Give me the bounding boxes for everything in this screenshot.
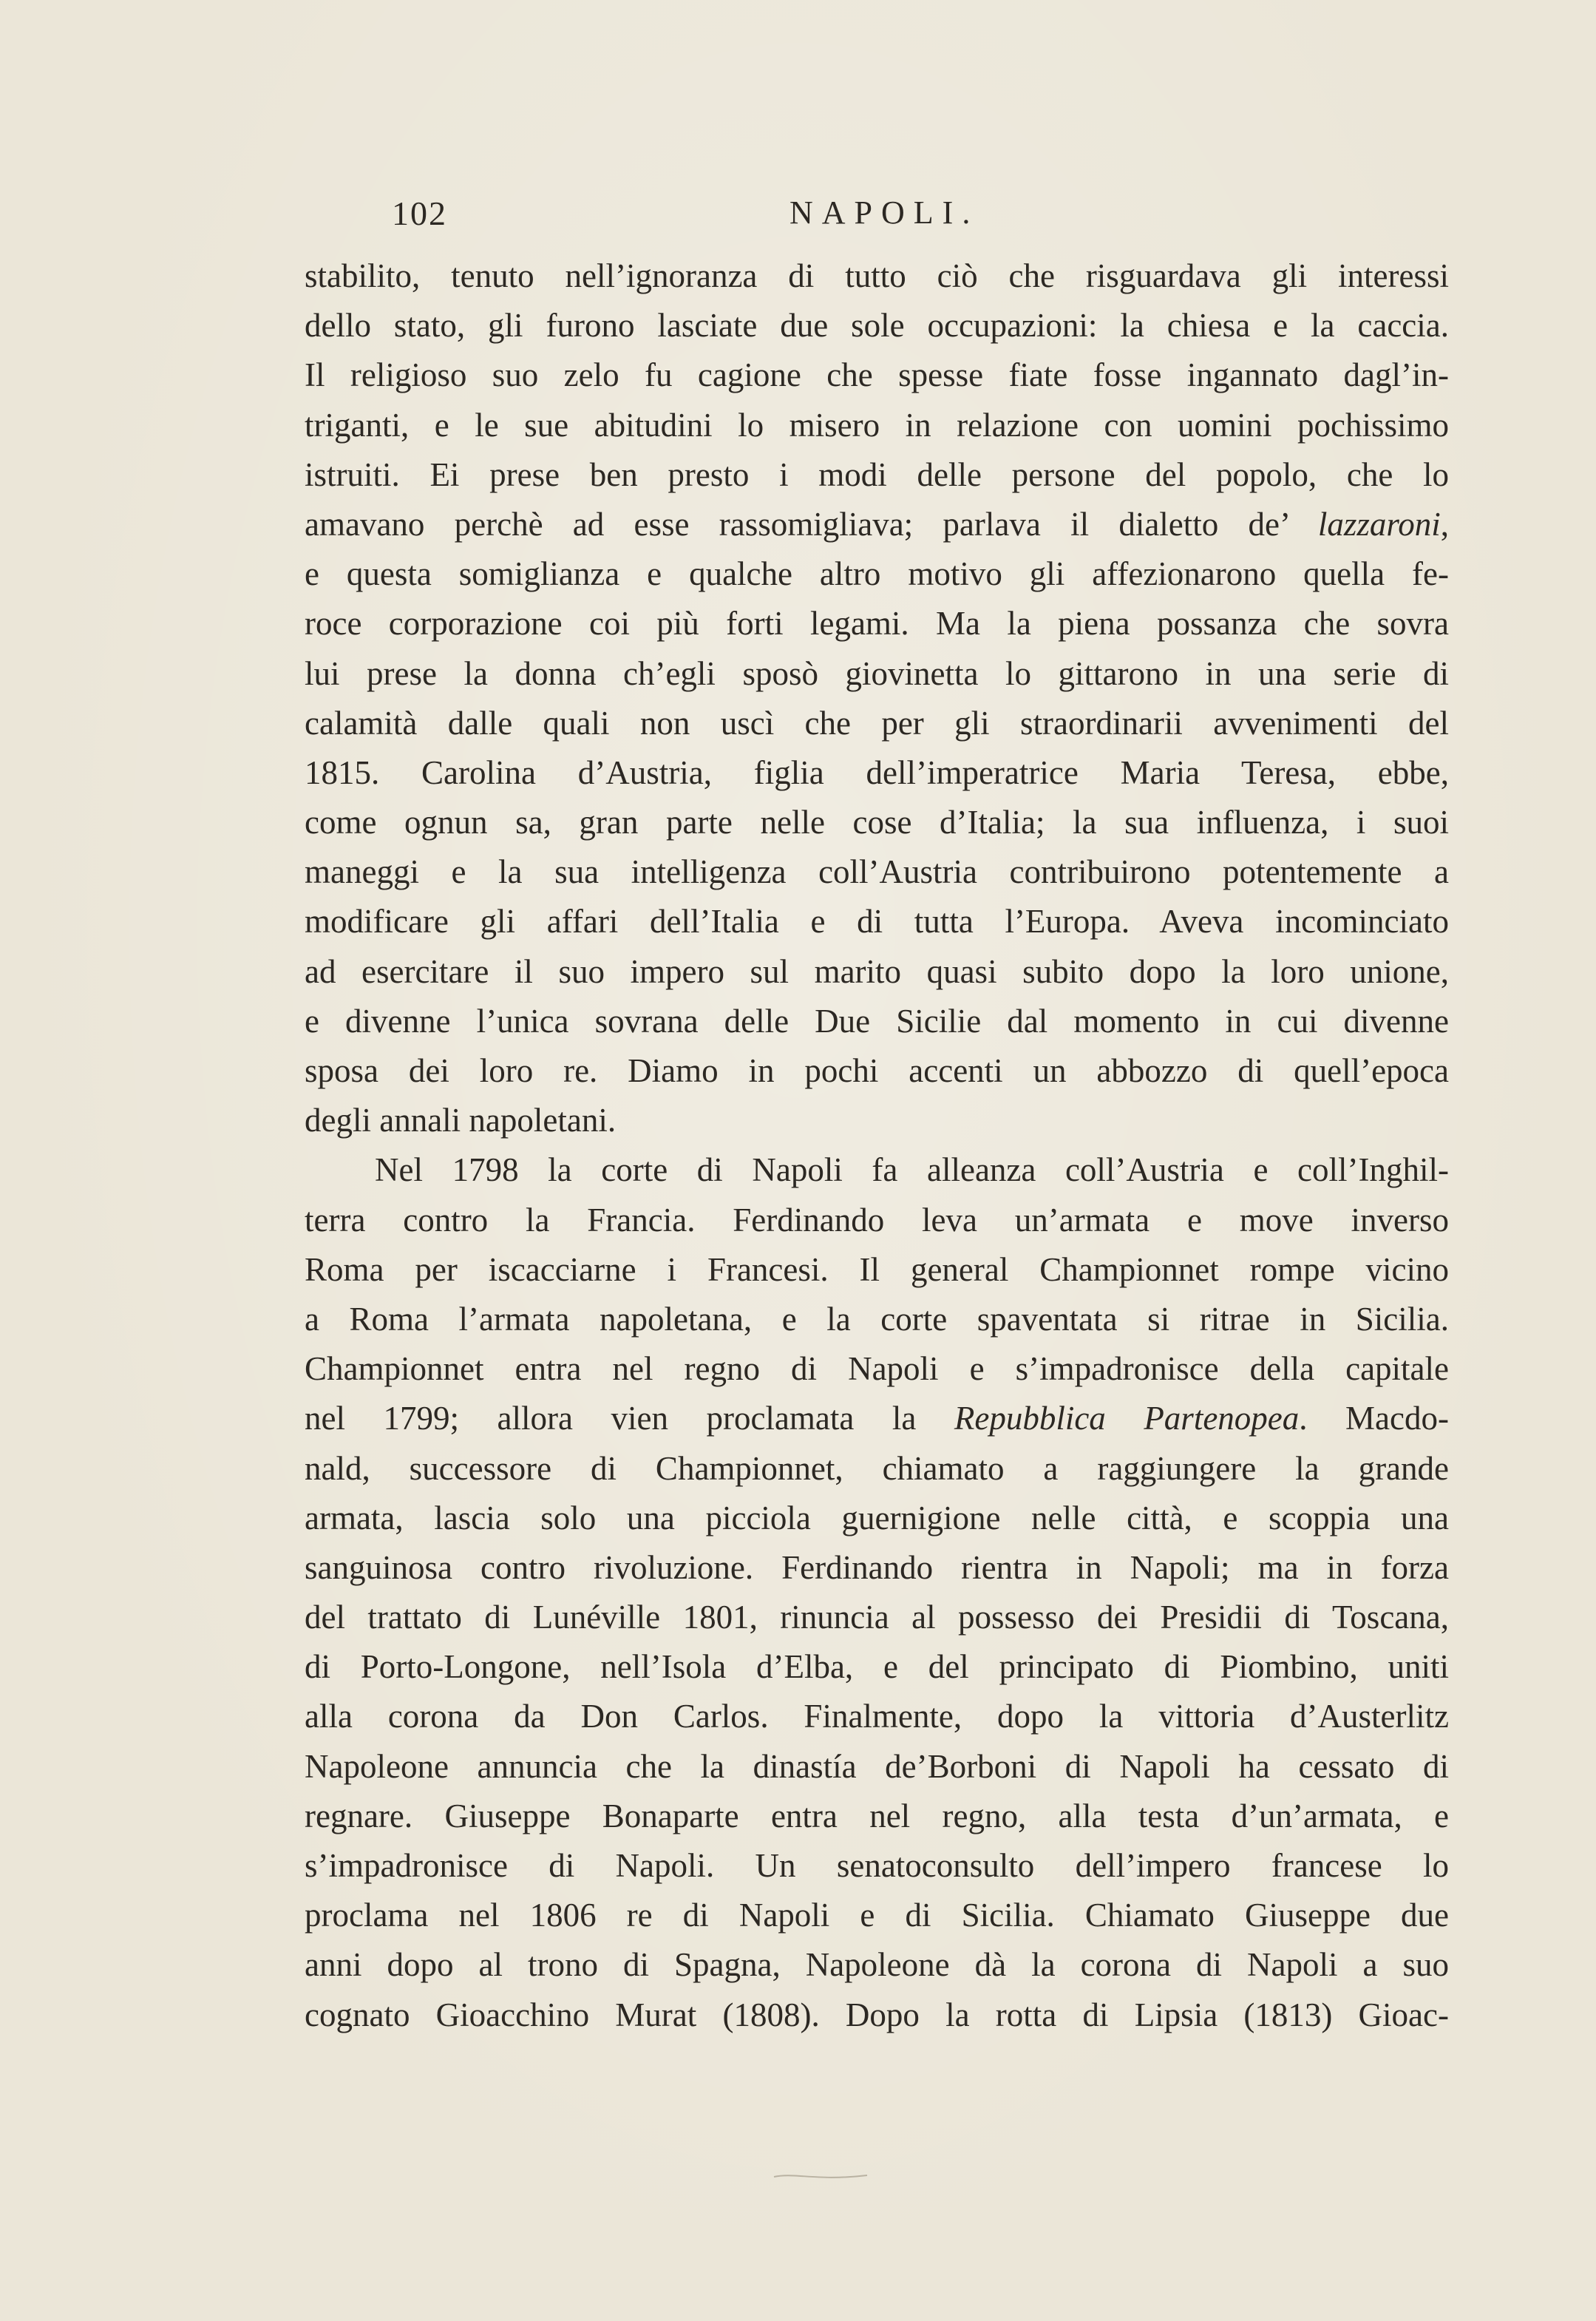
text-line: dello stato, gli furono lasciate due sole occupazioni: la chiesa e la caccia. (305, 307, 1449, 345)
running-head: NAPOLI. (789, 194, 979, 231)
text-line: 1815. Carolina d’Austria, figlia dell’imperatrice Maria Teresa, ebbe, (305, 753, 1449, 791)
text-line: ad esercitare il suo impero sul marito quasi subito dopo la loro unione, (305, 952, 1449, 990)
text-line: anni dopo al trono di Spagna, Napoleone dà la corona di Napoli a suo (305, 1946, 1449, 1984)
italic-term: lazzaroni (1317, 505, 1441, 543)
text-line: Napoleone annuncia che la dinastía de’Borboni di Napoli ha cessato di (305, 1747, 1449, 1785)
text-line: maneggi e la sua intelligenza coll’Austria contribuirono potentemente a (305, 853, 1449, 891)
text-line: amavano perchè ad esse rassomigliava; parlava il dialetto de’ lazzaroni, (305, 505, 1449, 543)
paragraph-start-line: Nel 1798 la corte di Napoli fa alleanza coll’Austria e coll’Inghil- (375, 1151, 1449, 1189)
body-text (305, 251, 1449, 2040)
text-line: calamità dalle quali non uscì che per gli straordinarii avvenimenti del (305, 704, 1449, 742)
text-line: regnare. Giuseppe Bonaparte entra nel regno, alla testa d’un’armata, e (305, 1797, 1449, 1834)
text-line: armata, lascia solo una picciola guernigione nelle città, e scoppia una (305, 1499, 1449, 1536)
text-line: sposa dei loro re. Diamo in pochi accenti un abbozzo di quell’epoca (305, 1052, 1449, 1089)
text-line: alla corona da Don Carlos. Finalmente, dopo la vittoria d’Austerlitz (305, 1698, 1449, 1735)
text-line: triganti, e le sue abitudini lo misero in relazione con uomini pochissimo (305, 406, 1449, 444)
text-line: s’impadronisce di Napoli. Un senatoconsulto dell’impero francese lo (305, 1847, 1449, 1884)
text-line: Roma per iscacciarne i Francesi. Il general Championnet rompe vicino (305, 1250, 1449, 1288)
text-line: come ognun sa, gran parte nelle cose d’Italia; la sua influenza, i suoi (305, 804, 1449, 841)
text-line: del trattato di Lunéville 1801, rinuncia al possesso dei Presidii di Toscana, (305, 1599, 1449, 1636)
text-line: di Porto-Longone, nell’Isola d’Elba, e del principato di Piombino, uniti (305, 1648, 1449, 1686)
text-line: degli annali napoletani. (305, 1102, 617, 1139)
italic-term: Repubblica Partenopea (954, 1400, 1300, 1437)
text-line: e questa somiglianza e qualche altro motivo gli affezionarono quella fe- (305, 555, 1449, 593)
page-header (0, 194, 1596, 253)
text-line: cognato Gioacchino Murat (1808). Dopo la rotta di Lipsia (1813) Gioac- (305, 1996, 1449, 2033)
page-number: 102 (392, 194, 447, 232)
text-line: proclama nel 1806 re di Napoli e di Sicilia. Chiamato Giuseppe due (305, 1897, 1449, 1934)
text-line: Il religioso suo zelo fu cagione che spesse fiate fosse ingannato dagl’in- (305, 356, 1449, 394)
text-line: a Roma l’armata napoletana, e la corte spaventata si ritrae in Sicilia. (305, 1300, 1449, 1338)
text-line: nel 1799; allora vien proclamata la Repubblica Partenopea. Macdo- (305, 1400, 1449, 1437)
text-line: modificare gli affari dell’Italia e di tutta l’Europa. Aveva incominciato (305, 903, 1449, 941)
text-line: istruiti. Ei prese ben presto i modi delle persone del popolo, che lo (305, 455, 1449, 493)
text-line: Championnet entra nel regno di Napoli e s’impadronisce della capitale (305, 1350, 1449, 1388)
text-line: lui prese la donna ch’egli sposò giovinetta lo gittarono in una serie di (305, 654, 1449, 692)
decorative-rule (772, 2169, 869, 2184)
text-line: nald, successore di Championnet, chiamato a raggiungere la grande (305, 1449, 1449, 1487)
text-line: roce corporazione coi più forti legami. Ma la piena possanza che sovra (305, 605, 1449, 643)
text-line: e divenne l’unica sovrana delle Due Sicilie dal momento in cui divenne (305, 1002, 1449, 1040)
text-line: terra contro la Francia. Ferdinando leva un’armata e move inverso (305, 1201, 1449, 1239)
text-line: sanguinosa contro rivoluzione. Ferdinando rientra in Napoli; ma in forza (305, 1548, 1449, 1586)
text-line: stabilito, tenuto nell’ignoranza di tutto ciò che risguardava gli interessi (305, 257, 1449, 294)
